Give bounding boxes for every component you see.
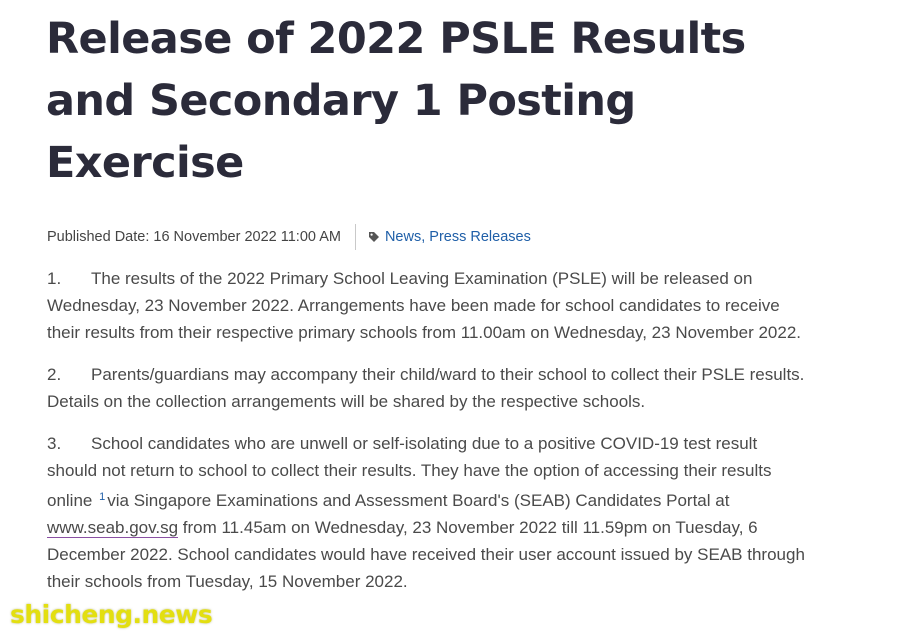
tag-link-news[interactable]: News [384, 229, 422, 245]
meta-divider [355, 224, 356, 250]
paragraph-text: School candidates who are unwell or self-isolating due to a positive COVID-19 test result should not return to school to collect their results. They have the option of accessing their results online [47, 434, 772, 510]
tag-icon [368, 231, 380, 243]
paragraph-text: Parents/guardians may accompany their child/ward to their school to collect their PSLE results. Details on the collection arrangements will be shared by the respective schools. [47, 365, 805, 411]
paragraph-text: The results of the 2022 Primary School Leaving Examination (PSLE) will be released on Wednesday, 23 November 2022. Arrangements have been made for school candidates to receive their results from their respective primary schools from 11.00am on Wednesday, 23 November 2022. [47, 269, 802, 342]
footnote-link[interactable]: 1 [99, 491, 106, 503]
article-body [47, 265, 807, 610]
paragraph-3 [47, 430, 807, 595]
paragraph-number: 1. [47, 269, 62, 288]
published-date: Published Date: 16 November 2022 11:00 AM [47, 229, 341, 245]
paragraph-1 [47, 265, 807, 346]
paragraph-2 [47, 361, 807, 415]
tag-separator: , [421, 229, 430, 245]
site-watermark: shicheng.news [10, 600, 213, 629]
seab-website-link[interactable]: www.seab.gov.sg [47, 518, 179, 537]
paragraph-number: 3. [47, 434, 62, 453]
article-meta [47, 223, 531, 251]
page-title: Release of 2022 PSLE Results and Secondary 1 Posting Exercise [46, 14, 746, 188]
tag-link-press-releases[interactable]: Press Releases [429, 229, 531, 245]
paragraph-text: via Singapore Examinations and Assessment Board's (SEAB) Candidates Portal at [107, 491, 730, 510]
paragraph-number: 2. [47, 365, 62, 384]
paragraph-text: from 11.45am on Wednesday, 23 November 2022 till 11.59pm on Tuesday, 6 December 2022. School candidates would have received their user account issued by SEAB through their schools from Tuesday, 15 November 2022. [47, 518, 805, 591]
